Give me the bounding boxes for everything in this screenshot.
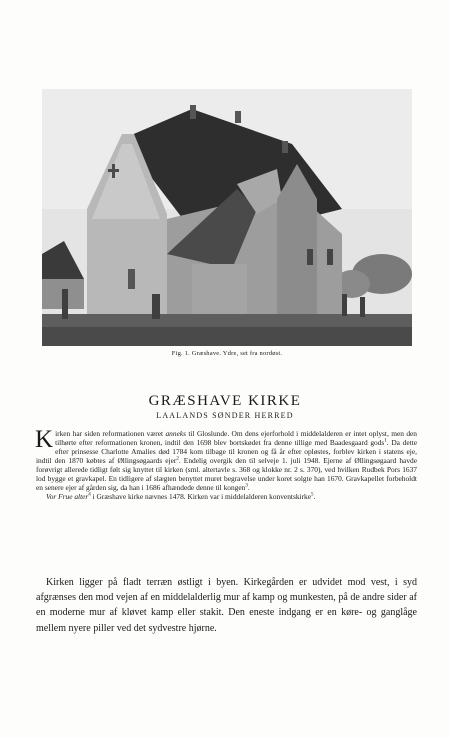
footnote-ref[interactable]: 5 — [311, 492, 314, 498]
body-paragraph: Kirken ligger på fladt terræn østligt i byen. Kirkegården er udvidet mod vest, i syd afgrænses den mod vejen af en middelalderlig mur af kamp og munkesten, på de andre sider af en moderne mur af kløvet kamp eller stakit. Den eneste indgang er en køre- og ganglåge mellem nyere piller ved det sydvestre hjørne. — [36, 577, 417, 634]
intro-text-part: . Da dette efter prinsesse Charlotte Amalies død 1784 kom tilbage til kronen og få år efter opløstes, forblev kirken i statens eje, indtil den 1870 købtes af Øllingsøgaards ejer — [36, 438, 417, 465]
intro-text-part: . — [313, 492, 316, 501]
intro-italic-term: Vor Frue alter — [46, 492, 89, 501]
intro-text — [35, 426, 417, 501]
intro-paragraph-1 — [35, 426, 417, 492]
drop-cap: K — [35, 426, 54, 453]
footnote-ref[interactable]: 2 — [176, 456, 179, 462]
footnote-ref[interactable]: 3 — [245, 483, 248, 489]
figure-caption: Fig. 1. Græshave. Ydre, set fra nordøst. — [171, 350, 283, 357]
intro-italic-term: anneks — [165, 429, 187, 438]
intro-text-part: . — [247, 483, 250, 492]
page-subtitle: LAALANDS SØNDER HERRED — [156, 411, 294, 420]
intro-text-part: . Endelig overgik den til selveje 1. juli 1948. Ejerne af Øllingsøgaard havde forøvrigt allerede tidligt følt sig knyttet til kirken (sml. altertavle s. 368 og klokke nr. 2 s. 370), ved hvilken Rudbek Pors 1637 lod bygge et gravkapel. En tidligere af slægten benyttet muret begravelse under koret solgte han 1670. Gravkapellet forbeholdt en senere ejer af gården sig, da han i 1686 afhændede denne til kongen — [36, 456, 417, 492]
church-photograph — [42, 89, 412, 346]
page-title: GRÆSHAVE KIRKE — [148, 393, 302, 409]
footnote-ref[interactable]: 4 — [88, 492, 91, 498]
intro-paragraph-2 — [36, 492, 417, 501]
intro-text-part: til Gloslunde. Om dens ejerforhold i middelalderen er intet oplyst, men den tilhørte efter reformationen kronen, indtil den 1698 blev bortskødet fra denne tillige med Baadesgaard gods — [55, 429, 417, 447]
footnote-ref[interactable]: 1 — [384, 438, 387, 444]
intro-text-part: i Græshave kirke nævnes 1478. Kirken var i middelalderen konventskirke — [90, 492, 312, 501]
body-text — [36, 575, 417, 636]
intro-text-part: irken har siden reformationen været — [55, 429, 166, 438]
